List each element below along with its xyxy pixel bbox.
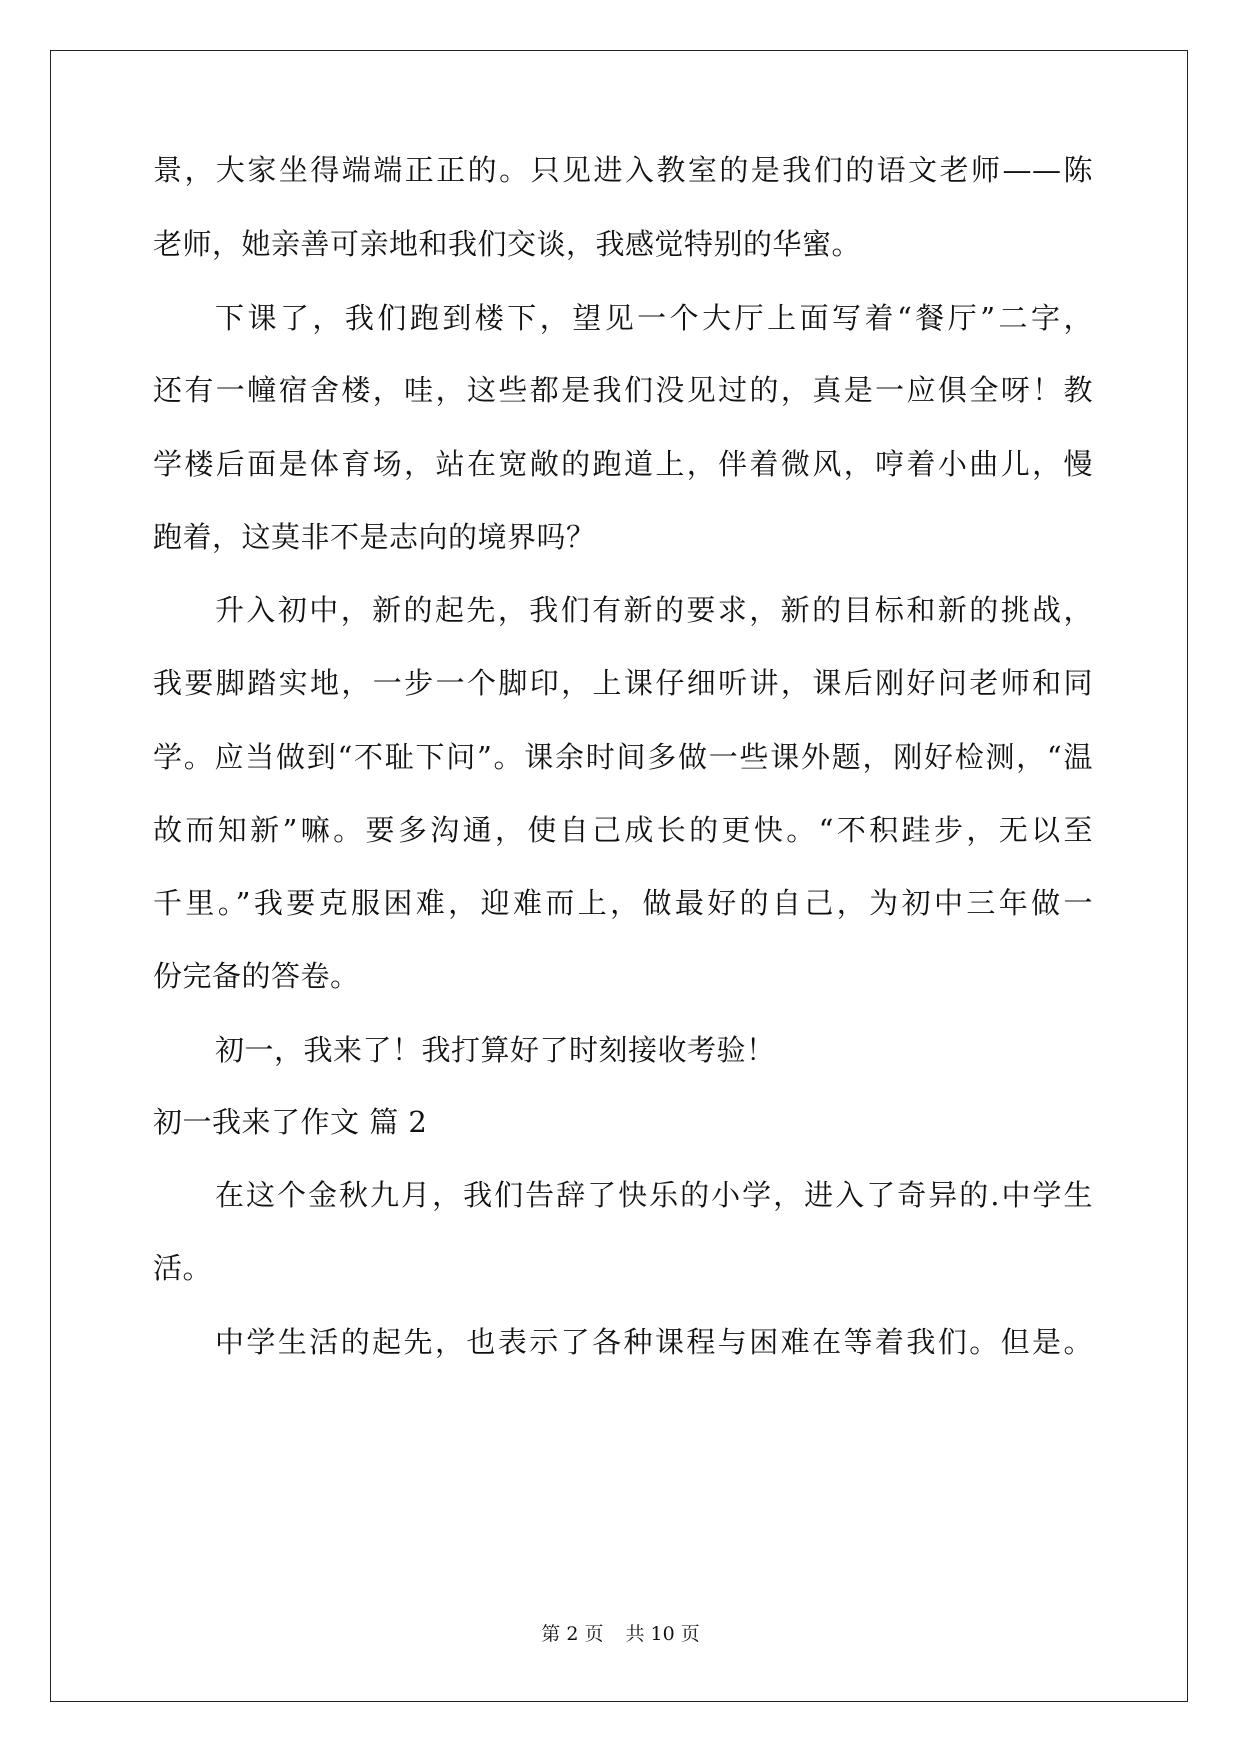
text-line-13: 初一，我来了！我打算好了时刻接收考验！	[215, 1033, 776, 1067]
text-line-2: 老师，她亲善可亲地和我们交谈，我感觉特别的华蜜。	[153, 227, 862, 261]
text-line-5: 学楼后面是体育场，站在宽敞的跑道上，伴着微风，哼着小曲儿，慢	[153, 447, 1093, 481]
text-line-12: 份完备的答卷。	[153, 959, 360, 993]
text-line-9: 学。应当做到“不耻下问”。课余时间多做一些课外题，刚好检测，“温	[153, 740, 1093, 774]
text-line-4: 还有一幢宿舍楼，哇，这些都是我们没见过的，真是一应俱全呀！教	[153, 373, 1093, 407]
text-line-3: 下课了，我们跑到楼下，望见一个大厅上面写着“餐厅”二字，	[215, 301, 1093, 335]
text-line-10: 故而知新”嘛。要多沟通，使自己成长的更快。“不积跬步，无以至	[153, 813, 1093, 847]
page-number-current: 第 2 页	[541, 1623, 604, 1645]
page-footer	[0, 1622, 1241, 1646]
text-line-1: 景，大家坐得端端正正的。只见进入教室的是我们的语文老师——陈	[153, 153, 1093, 187]
text-line-11: 千里。”我要克服困难，迎难而上，做最好的自己，为初中三年做一	[153, 886, 1093, 920]
section-heading: 初一我来了作文 篇 2	[153, 1105, 428, 1139]
text-line-6: 跑着，这莫非不是志向的境界吗？	[153, 520, 596, 554]
text-line-16: 活。	[153, 1251, 213, 1285]
text-line-7: 升入初中，新的起先，我们有新的要求，新的目标和新的挑战，	[215, 593, 1093, 627]
page-number-total: 共 10 页	[625, 1623, 700, 1645]
text-line-17: 中学生活的起先，也表示了各种课程与困难在等着我们。但是。	[215, 1325, 1093, 1359]
text-line-8: 我要脚踏实地，一步一个脚印，上课仔细听讲，课后刚好问老师和同	[153, 666, 1093, 700]
text-line-15: 在这个金秋九月，我们告辞了快乐的小学，进入了奇异的.中学生	[215, 1178, 1093, 1212]
